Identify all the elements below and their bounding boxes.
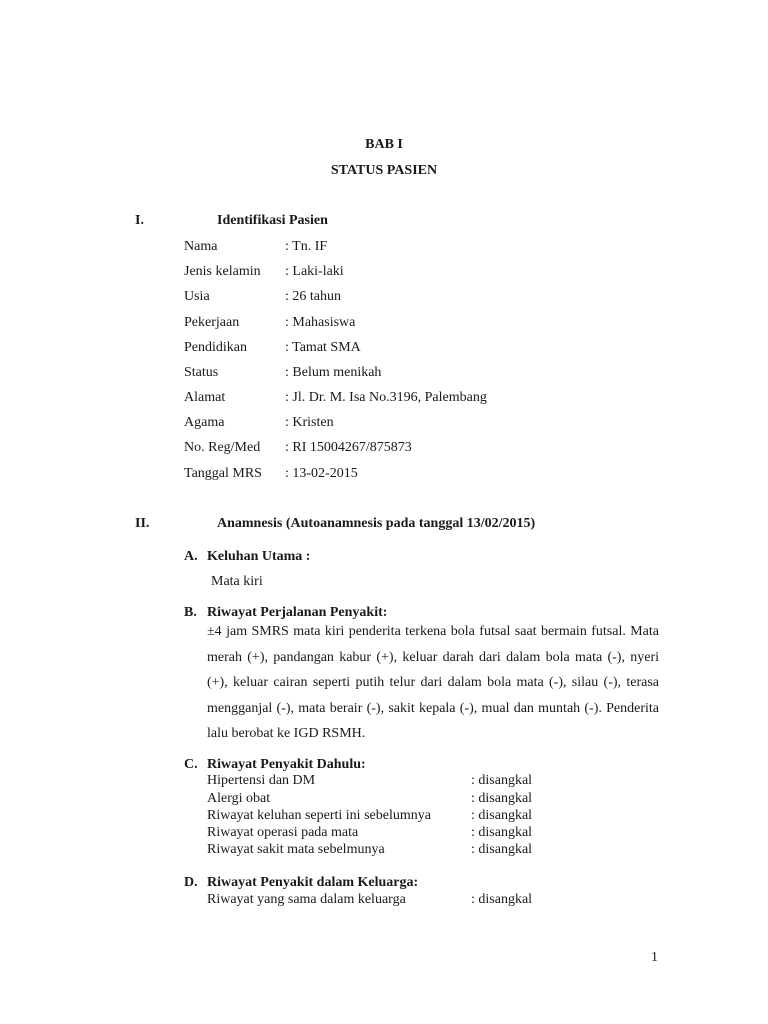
field-label: Jenis kelamin	[184, 264, 261, 279]
subsection-title: Riwayat Perjalanan Penyakit:	[207, 605, 388, 620]
field-value: : 13-02-2015	[285, 466, 358, 481]
field-value: : Belum menikah	[285, 365, 382, 380]
field-value: : RI 15004267/875873	[285, 440, 412, 455]
subsection-letter: D.	[184, 875, 198, 890]
history-item-label: Riwayat operasi pada mata	[207, 825, 359, 840]
field-label: Pendidikan	[184, 340, 247, 355]
field-value: : Tn. IF	[285, 239, 328, 254]
subsection-title: Riwayat Penyakit dalam Keluarga:	[207, 875, 419, 890]
history-item-label: Alergi obat	[207, 791, 271, 806]
history-item-label: Riwayat sakit mata sebelmunya	[207, 842, 385, 857]
field-label: Alamat	[184, 390, 226, 405]
document-title: STATUS PASIEN	[330, 163, 438, 178]
section-number: II.	[135, 516, 150, 531]
field-value: : Laki-laki	[285, 264, 344, 279]
section-heading: Anamnesis (Autoanamnesis pada tanggal 13/02/2015)	[217, 516, 536, 531]
field-value: : Kristen	[285, 415, 334, 430]
field-label: Tanggal MRS	[184, 466, 262, 481]
history-item-label: Riwayat yang sama dalam keluarga	[207, 892, 406, 907]
history-item-value: : disangkal	[471, 791, 533, 806]
subsection-title: Keluhan Utama :	[207, 549, 311, 564]
subsection-letter: A.	[184, 549, 198, 564]
illness-history-paragraph: ±4 jam SMRS mata kiri penderita terkena bola futsal saat bermain futsal. Mata merah (+), pandangan kabur (+), keluar darah dari dalam bola mata (-), nyeri (+), keluar cairan seperti putih telur dari dalam bola mata (-), silau (-), terasa mengganjal (-), mata berair (-), sakit kepala (-), mual dan muntah (-). Penderita lalu berobat ke IGD RSMH.	[207, 624, 659, 741]
field-value: : Mahasiswa	[285, 315, 356, 330]
section-heading: Identifikasi Pasien	[217, 213, 328, 228]
history-item-value: : disangkal	[471, 808, 533, 823]
history-item-value: : disangkal	[471, 773, 533, 788]
page-number: 1	[651, 950, 658, 965]
field-label: Pekerjaan	[184, 315, 240, 330]
subsection-letter: C.	[184, 757, 198, 772]
history-item-label: Riwayat keluhan seperti ini sebelumnya	[207, 808, 431, 823]
field-label: Usia	[184, 289, 210, 304]
history-item-value: : disangkal	[471, 842, 533, 857]
subsection-letter: B.	[184, 605, 197, 620]
subsection-title: Riwayat Penyakit Dahulu:	[207, 757, 366, 772]
field-label: No. Reg/Med	[184, 440, 261, 455]
field-label: Nama	[184, 239, 218, 254]
chief-complaint-text: Mata kiri	[211, 574, 263, 589]
history-item-label: Hipertensi dan DM	[207, 773, 316, 788]
field-value: : Tamat SMA	[285, 340, 361, 355]
chapter-title: BAB I	[365, 137, 403, 152]
field-label: Status	[184, 365, 219, 380]
field-value: : 26 tahun	[285, 289, 341, 304]
field-value: : Jl. Dr. M. Isa No.3196, Palembang	[285, 390, 487, 405]
field-label: Agama	[184, 415, 225, 430]
history-item-value: : disangkal	[471, 892, 533, 907]
section-number: I.	[135, 213, 144, 228]
history-item-value: : disangkal	[471, 825, 533, 840]
